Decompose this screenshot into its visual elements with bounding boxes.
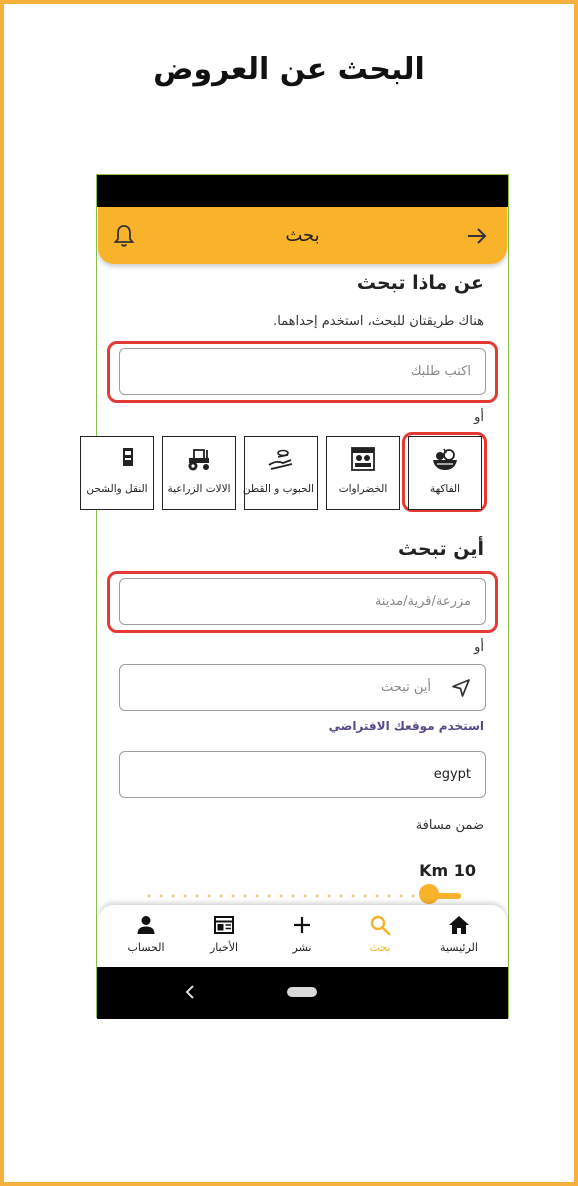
- distance-label: ضمن مسافة: [415, 818, 484, 833]
- category-machinery-label: الالات الزراعية: [167, 483, 231, 495]
- nav-news[interactable]: [184, 905, 264, 967]
- system-home-pill[interactable]: [287, 987, 317, 997]
- distance-slider-track[interactable]: [143, 894, 461, 898]
- category-vegetables-label: الخضراوات: [338, 483, 388, 495]
- vegetable-crate-icon: [348, 445, 378, 473]
- phone-screen: [86, 174, 509, 1018]
- arrow-right-icon[interactable]: [465, 225, 489, 247]
- nav-publish-label: نشر: [292, 941, 312, 954]
- fruit-basket-icon: [430, 445, 460, 473]
- system-back-icon[interactable]: [183, 983, 197, 1001]
- category-fruit-label: الفاكهة: [429, 483, 461, 495]
- category-transport[interactable]: [80, 436, 154, 510]
- nav-news-label: الأخبار: [209, 941, 239, 954]
- nav-home[interactable]: [419, 905, 499, 967]
- or-label-1: أو: [474, 410, 484, 425]
- category-transport-label: النقل والشحن: [86, 483, 148, 495]
- country-input[interactable]: [119, 751, 486, 798]
- search-icon: [369, 914, 391, 936]
- app-bar: [98, 207, 507, 264]
- what-section-title: عن ماذا تبحث: [356, 272, 484, 294]
- category-grains[interactable]: [244, 436, 318, 510]
- category-grains-label: الحبوب و القطن: [242, 483, 314, 495]
- system-nav-bar: [97, 967, 508, 1019]
- person-icon: [135, 914, 157, 936]
- nav-search-label: بحث: [369, 941, 391, 954]
- category-machinery[interactable]: [162, 436, 236, 510]
- page-heading: البحث عن العروض: [153, 52, 425, 87]
- bottom-nav: [98, 905, 507, 967]
- category-fruit[interactable]: [408, 436, 482, 510]
- status-bar: [97, 175, 508, 207]
- home-icon: [448, 914, 470, 936]
- nav-publish[interactable]: [262, 905, 342, 967]
- grain-hand-icon: [266, 445, 296, 473]
- app-bar-title: بحث: [285, 225, 320, 246]
- or-label-2: أو: [474, 640, 484, 655]
- category-vegetables[interactable]: [326, 436, 400, 510]
- newspaper-icon: [213, 914, 235, 936]
- truck-icon: [107, 445, 137, 473]
- distance-slider-thumb[interactable]: [419, 884, 439, 904]
- distance-value: Km 10: [419, 861, 476, 880]
- request-input-placeholder: اكتب طلبك: [410, 364, 471, 379]
- nav-home-label: الرئيسية: [440, 941, 478, 954]
- navigation-arrow-icon[interactable]: [451, 678, 471, 698]
- request-input[interactable]: [119, 348, 486, 395]
- nav-search[interactable]: [340, 905, 420, 967]
- default-location-link[interactable]: استخدم موقعك الافتراضي: [328, 719, 484, 733]
- location-input[interactable]: [119, 664, 486, 711]
- tractor-icon: [184, 445, 214, 473]
- category-strip: [86, 436, 508, 512]
- where-section-title: أين تبحث: [397, 538, 484, 560]
- place-input-placeholder: مزرعة/قرية/مدينة: [374, 594, 471, 609]
- plus-icon: [291, 914, 313, 936]
- what-hint: هناك طريقتان للبحث، استخدم إحداهما.: [273, 314, 484, 329]
- country-input-value: egypt: [433, 767, 471, 782]
- place-input[interactable]: [119, 578, 486, 625]
- nav-account-label: الحساب: [127, 941, 165, 954]
- location-input-placeholder: أين تبحث: [381, 680, 431, 695]
- nav-account[interactable]: [106, 905, 186, 967]
- search-content: [86, 264, 508, 994]
